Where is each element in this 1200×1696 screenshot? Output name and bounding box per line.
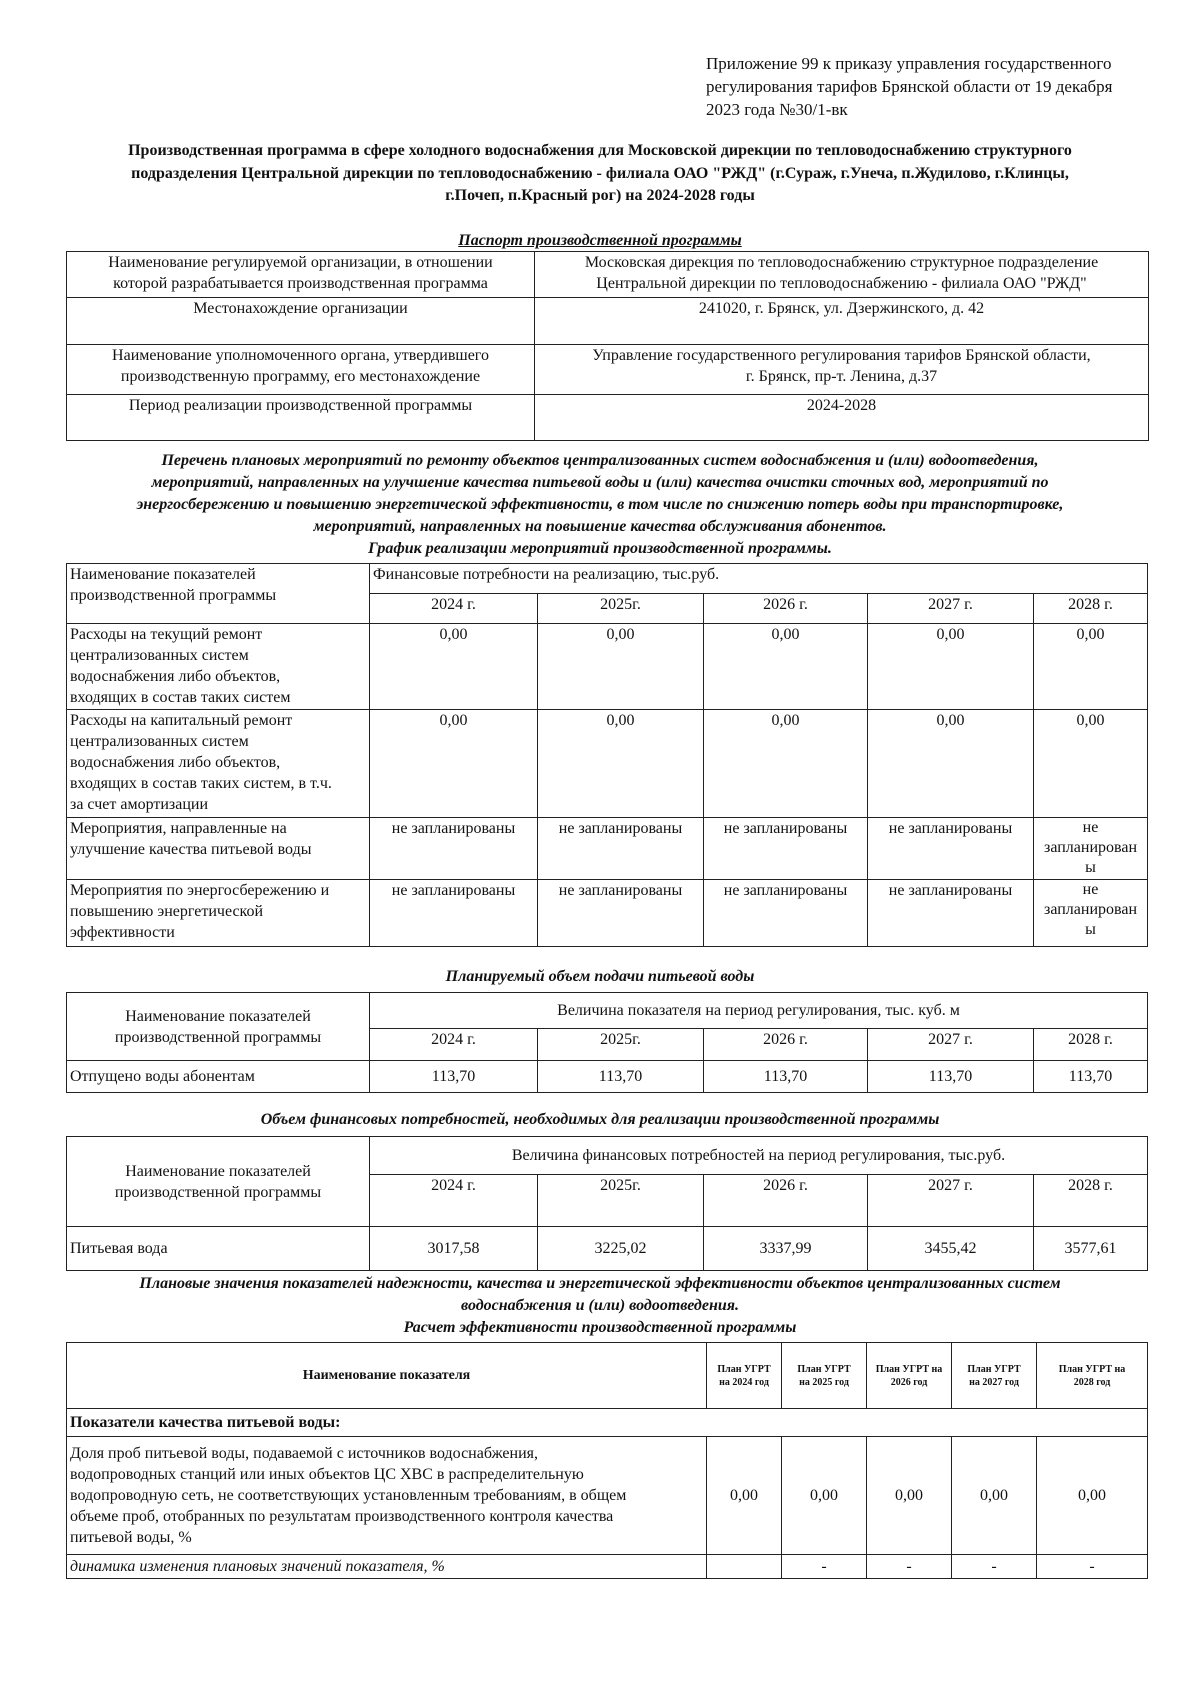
value-cell: не запланированы	[868, 818, 1034, 880]
table-row	[67, 710, 1148, 818]
row-label: Отпущено воды абонентам	[67, 1061, 370, 1093]
cell-text: водоснабжения либо объектов,	[70, 668, 281, 685]
value-cell: не запланированы	[704, 818, 868, 880]
table-row	[67, 624, 1148, 710]
value-cell: 0,00	[867, 1437, 952, 1555]
appendix-line: Приложение 99 к приказу управления государственного	[706, 54, 1112, 73]
heading-line: Расчет эффективности производственной программы	[403, 1319, 797, 1336]
table-row	[67, 1137, 1148, 1175]
table-row	[67, 818, 1148, 880]
heading-line: График реализации мероприятий производственной программы.	[368, 540, 832, 557]
cell-text: улучшение качества питьевой воды	[70, 841, 312, 858]
value-cell: 113,70	[1034, 1061, 1148, 1093]
value-cell: -	[952, 1555, 1037, 1579]
cell-text: водопроводную сеть, не соответствующих установленным требованиям, в общем	[70, 1487, 627, 1504]
plan-header: План УГРТ на	[875, 1363, 943, 1375]
indicators-heading	[60, 1273, 1140, 1339]
value-cell: 0,00	[1034, 624, 1148, 710]
value-cell	[707, 1555, 782, 1579]
year-header: 2025г.	[538, 594, 704, 624]
value-cell: 0,00	[1037, 1437, 1148, 1555]
finance-heading: Объем финансовых потребностей, необходимых для реализации производственной программы	[260, 1111, 940, 1128]
plan-header: 2026 год	[890, 1376, 928, 1388]
value-cell: не запланированы	[868, 880, 1034, 947]
table-row	[67, 1409, 1148, 1437]
cell-text: Управление государственного регулирования тарифов Брянской области,	[592, 347, 1091, 364]
table-row	[67, 1555, 1148, 1579]
value-label: Величина показателя на период регулирования, тыс. куб. м	[370, 993, 1148, 1029]
value-cell: 0,00	[704, 624, 868, 710]
cell-text: Доля проб питьевой воды, подаваемой с источников водоснабжения,	[70, 1445, 539, 1462]
year-header: 2028 г.	[1034, 594, 1148, 624]
heading-line: мероприятий, направленных на повышение качества обслуживания абонентов.	[313, 518, 887, 535]
heading-line: Плановые значения показателей надежности, качества и энергетической эффективности объектов централизованных систем	[139, 1275, 1061, 1292]
value-cell: не запланированы	[538, 880, 704, 947]
appendix-line: регулирования тарифов Брянской области от 19 декабря	[706, 77, 1113, 96]
heading-line: энергосбережению и повышению энергетической эффективности, в том числе по снижению потерь воды при транспортировке,	[136, 496, 1064, 513]
cell-text: 241020, г. Брянск, ул. Дзержинского, д. 42	[698, 300, 985, 317]
year-header: 2025г.	[538, 1029, 704, 1061]
plan-header: на 2024 год	[719, 1376, 769, 1388]
table-row	[67, 252, 1149, 298]
cell-text: не	[1082, 819, 1099, 836]
year-header: 2027 г.	[868, 1029, 1034, 1061]
row-label: Питьевая вода	[67, 1227, 370, 1271]
value-cell: не запланированы	[704, 880, 868, 947]
year-header: 2025г.	[538, 1175, 704, 1227]
table-row	[67, 880, 1148, 947]
value-cell: не запланированы	[538, 818, 704, 880]
cell-text: г. Брянск, пр-т. Ленина, д.37	[745, 368, 938, 385]
cell-text: водоснабжения либо объектов,	[70, 754, 281, 771]
indicator-col-header: Наименование показателя	[67, 1343, 707, 1409]
plan-header: План УГРТ	[967, 1363, 1021, 1375]
table-row	[67, 1227, 1148, 1271]
header-text: Наименование показателей	[125, 1162, 311, 1180]
year-header: 2027 г.	[868, 1175, 1034, 1227]
plan-header: 2028 год	[1073, 1376, 1111, 1388]
value-cell: -	[782, 1555, 867, 1579]
cell-text: питьевой воды, %	[70, 1529, 192, 1546]
value-cell: 113,70	[704, 1061, 868, 1093]
value-label: Величина финансовых потребностей на период регулирования, тыс.руб.	[370, 1137, 1148, 1175]
year-header: 2028 г.	[1034, 1029, 1148, 1061]
table-row	[67, 298, 1149, 345]
cell-text: производственную программу, его местонахождение	[120, 368, 481, 385]
table-row	[67, 564, 1148, 594]
value-cell: 113,70	[370, 1061, 538, 1093]
measures-heading	[60, 450, 1140, 560]
cell-text: объеме проб, отобранных по результатам производственного контроля качества	[70, 1508, 614, 1525]
cell-text: Период реализации производственной программы	[128, 397, 473, 414]
volume-heading: Планируемый объем подачи питьевой воды	[445, 968, 755, 985]
value-cell: не запланированы	[370, 818, 538, 880]
header-text: Наименование показателей	[70, 566, 256, 583]
cell-text: 2024-2028	[806, 397, 877, 414]
heading-line: Перечень плановых мероприятий по ремонту объектов централизованных систем водоснабжения и (или) водоотведения,	[161, 452, 1039, 469]
section-label: Показатели качества питьевой воды:	[67, 1409, 1148, 1437]
cell-text: Расходы на текущий ремонт	[70, 626, 263, 643]
cell-text: входящих в состав таких систем, в т.ч.	[70, 775, 332, 792]
value-cell: 0,00	[370, 710, 538, 818]
plan-header: на 2025 год	[799, 1376, 849, 1388]
volume-table	[66, 992, 1148, 1093]
cell-text: ы	[1085, 921, 1096, 938]
value-cell: 0,00	[868, 710, 1034, 818]
table-row	[67, 345, 1149, 395]
plan-header: на 2027 год	[969, 1376, 1019, 1388]
cell-text: Местонахождение организации	[193, 300, 408, 317]
cell-text: водопроводных станций или иных объектов ЦС ХВС в распределительную	[70, 1466, 584, 1483]
cell-text: централизованных систем	[70, 733, 249, 750]
year-header: 2026 г.	[704, 594, 868, 624]
cell-text: ы	[1085, 859, 1096, 876]
title-line: Производственная программа в сфере холодного водоснабжения для Московской дирекции по тепловодоснабжению структурного	[128, 142, 1072, 159]
year-header: 2024 г.	[370, 1029, 538, 1061]
appendix-line: 2023 года №30/1-вк	[706, 100, 848, 119]
year-header: 2028 г.	[1034, 1175, 1148, 1227]
value-cell: 3017,58	[370, 1227, 538, 1271]
value-cell: 3337,99	[704, 1227, 868, 1271]
table-row	[67, 993, 1148, 1029]
indicators-table	[66, 1342, 1148, 1579]
value-cell: 3577,61	[1034, 1227, 1148, 1271]
cell-text: Наименование уполномоченного органа, утвердившего	[112, 347, 489, 364]
cell-text: не	[1082, 881, 1099, 898]
plan-header: План УГРТ	[717, 1363, 771, 1375]
value-cell: 0,00	[370, 624, 538, 710]
cell-text: Расходы на капитальный ремонт	[70, 712, 293, 729]
cell-text: запланирован	[1044, 901, 1138, 918]
value-cell: 0,00	[538, 710, 704, 818]
cell-text: которой разрабатывается производственная программа	[113, 275, 488, 292]
measures-table	[66, 563, 1148, 947]
value-cell: 113,70	[868, 1061, 1034, 1093]
header-text: Наименование показателей	[125, 1007, 311, 1025]
dynamics-label: динамика изменения плановых значений показателя, %	[67, 1555, 707, 1579]
cell-text: Мероприятия, направленные на	[70, 820, 287, 837]
value-cell: 113,70	[538, 1061, 704, 1093]
cell-text: за счет амортизации	[70, 796, 209, 813]
title-line: г.Почеп, п.Красный рог) на 2024-2028 годы	[445, 187, 755, 204]
appendix-note	[706, 52, 1146, 121]
plan-header: План УГРТ на	[1058, 1363, 1126, 1375]
cell-text: эффективности	[70, 924, 175, 941]
plan-header: План УГРТ	[797, 1363, 851, 1375]
cell-text: входящих в состав таких систем	[70, 689, 291, 706]
cell-text: Наименование регулируемой организации, в отношении	[108, 254, 493, 271]
value-cell: 0,00	[538, 624, 704, 710]
year-header: 2027 г.	[868, 594, 1034, 624]
cell-text: повышению энергетической	[70, 903, 264, 920]
value-cell: 0,00	[707, 1437, 782, 1555]
value-cell: -	[867, 1555, 952, 1579]
value-cell: 0,00	[704, 710, 868, 818]
value-cell: 3225,02	[538, 1227, 704, 1271]
cell-text: Московская дирекция по тепловодоснабжению структурное подразделение	[584, 254, 1099, 271]
value-cell: 0,00	[868, 624, 1034, 710]
title-line: подразделения Центральной дирекции по тепловодоснабжению - филиала ОАО "РЖД" (г.Сураж, г.Унеча, п.Жудилово, г.Клинцы,	[131, 164, 1069, 182]
value-cell: 0,00	[952, 1437, 1037, 1555]
cell-text: Центральной дирекции по тепловодоснабжению - филиала ОАО "РЖД"	[596, 275, 1087, 292]
header-text: производственной программы	[70, 587, 277, 604]
year-header: 2026 г.	[704, 1175, 868, 1227]
table-row	[67, 395, 1149, 441]
cell-text: Мероприятия по энергосбережению и	[70, 882, 330, 899]
cell-text: централизованных систем	[70, 647, 249, 664]
passport-heading: Паспорт производственной программы	[458, 232, 742, 249]
document-title	[60, 140, 1140, 208]
year-header: 2024 г.	[370, 594, 538, 624]
value-cell: -	[1037, 1555, 1148, 1579]
value-cell: не запланированы	[370, 880, 538, 947]
header-text: производственной программы	[114, 1028, 322, 1046]
table-row	[67, 1061, 1148, 1093]
table-row	[67, 1343, 1148, 1409]
heading-line: водоснабжения и (или) водоотведения.	[461, 1297, 739, 1314]
fin-label: Финансовые потребности на реализацию, тыс.руб.	[370, 564, 1148, 594]
year-header: 2024 г.	[370, 1175, 538, 1227]
passport-table	[66, 251, 1149, 441]
table-row	[67, 1437, 1148, 1555]
year-header: 2026 г.	[704, 1029, 868, 1061]
heading-line: мероприятий, направленных на улучшение качества питьевой воды и (или) качества очистки сточных вод, мероприятий по	[151, 474, 1049, 491]
value-cell: 0,00	[1034, 710, 1148, 818]
cell-text: запланирован	[1044, 839, 1138, 856]
value-cell: 3455,42	[868, 1227, 1034, 1271]
value-cell: 0,00	[782, 1437, 867, 1555]
finance-table	[66, 1136, 1148, 1271]
header-text: производственной программы	[114, 1183, 322, 1201]
